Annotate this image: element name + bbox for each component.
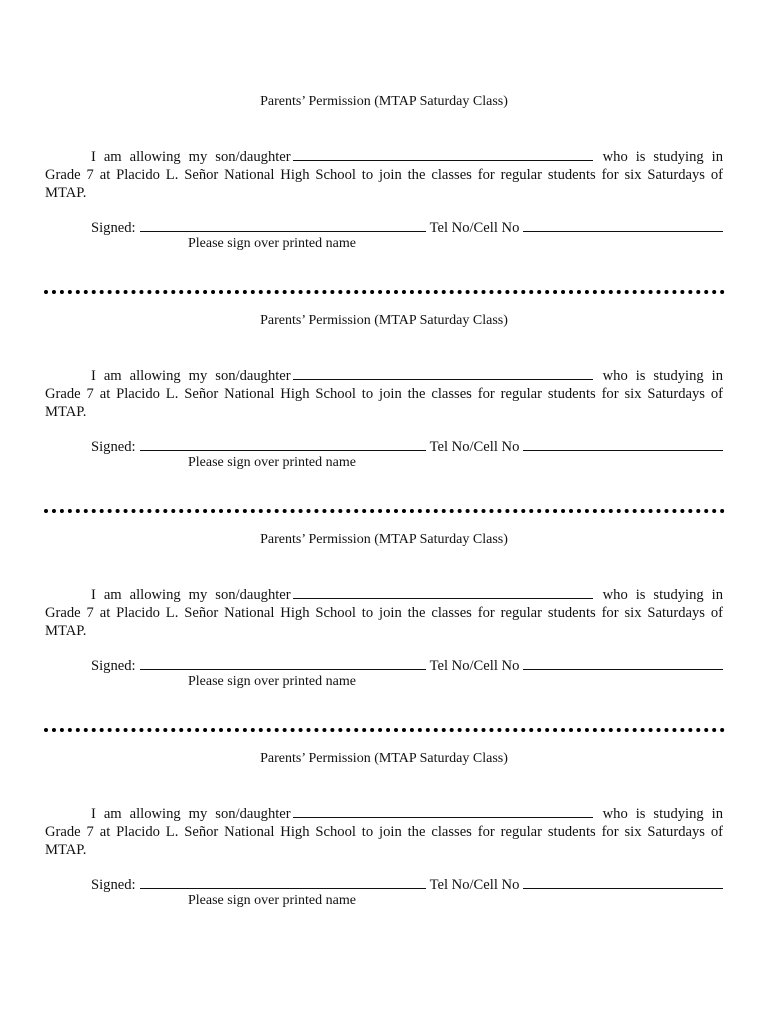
slip-title: Parents’ Permission (MTAP Saturday Class) xyxy=(260,94,508,109)
slip-title: Parents’ Permission (MTAP Saturday Class) xyxy=(260,751,508,766)
tel-label: Tel No/Cell No xyxy=(429,877,520,893)
student-name-blank[interactable] xyxy=(293,804,593,818)
body-start-text: I am allowing my son/daughter xyxy=(91,587,291,603)
sign-hint: Please sign over printed name xyxy=(188,455,356,470)
student-name-blank[interactable] xyxy=(293,366,593,380)
signature-row xyxy=(91,875,723,894)
slip-body xyxy=(45,147,723,202)
sign-hint: Please sign over printed name xyxy=(188,893,356,908)
body-end-text: who is studying in Grade 7 at Placido L. Señor National High School to join the classes for regular students for six Saturdays of MTAP. xyxy=(45,368,724,420)
tel-blank[interactable] xyxy=(523,875,723,889)
signed-label: Signed: xyxy=(91,439,136,455)
body-end-text: who is studying in Grade 7 at Placido L. Señor National High School to join the classes for regular students for six Saturdays of MTAP. xyxy=(45,149,724,201)
student-name-blank[interactable] xyxy=(293,147,593,161)
permission-slip xyxy=(0,0,768,251)
student-name-blank[interactable] xyxy=(293,585,593,599)
slip-body xyxy=(45,366,723,421)
slip-body xyxy=(45,804,723,859)
sign-hint: Please sign over printed name xyxy=(188,674,356,689)
signed-label: Signed: xyxy=(91,658,136,674)
slip-body xyxy=(45,585,723,640)
permission-slip xyxy=(0,657,768,908)
body-end-text: who is studying in Grade 7 at Placido L. Señor National High School to join the classes for regular students for six Saturdays of MTAP. xyxy=(45,806,724,858)
slip-title: Parents’ Permission (MTAP Saturday Class) xyxy=(260,532,508,547)
body-end-text: who is studying in Grade 7 at Placido L. Señor National High School to join the classes for regular students for six Saturdays of MTAP. xyxy=(45,587,724,639)
body-start-text: I am allowing my son/daughter xyxy=(91,149,291,165)
permission-slip xyxy=(0,438,768,689)
body-start-text: I am allowing my son/daughter xyxy=(91,368,291,384)
slip-title: Parents’ Permission (MTAP Saturday Class) xyxy=(260,313,508,328)
permission-slip xyxy=(0,219,768,470)
signed-label: Signed: xyxy=(91,220,136,236)
sign-hint: Please sign over printed name xyxy=(188,236,356,251)
tel-label: Tel No/Cell No xyxy=(429,439,520,455)
signed-label: Signed: xyxy=(91,877,136,893)
signature-blank[interactable] xyxy=(140,875,426,889)
body-start-text: I am allowing my son/daughter xyxy=(91,806,291,822)
tel-label: Tel No/Cell No xyxy=(429,220,520,236)
tel-label: Tel No/Cell No xyxy=(429,658,520,674)
